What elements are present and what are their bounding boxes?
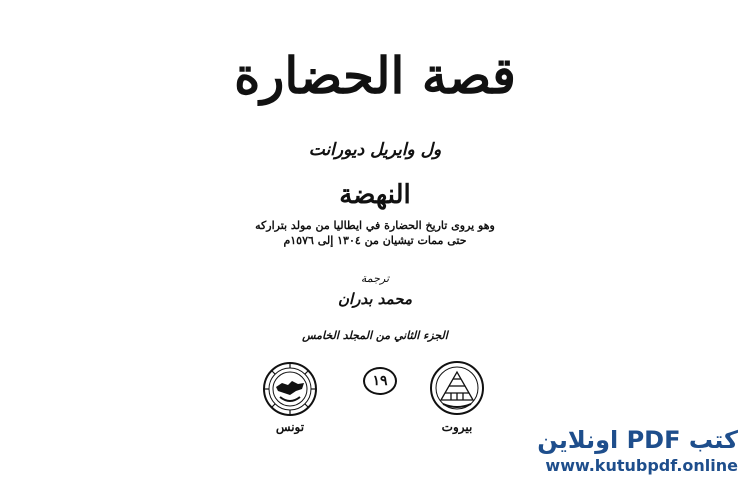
city-beirut: بيروت — [441, 420, 473, 434]
site-watermark[interactable] — [537, 426, 738, 475]
description-line-1: وهو يروى تاريخ الحضارة في ايطاليا من مولد بتراركه — [255, 219, 495, 232]
description-line-2: حتى ممات تيشيان من ١٣٠٤ إلى ١٥٧٦م — [283, 234, 467, 247]
watermark-url[interactable]: www.kutubpdf.online — [545, 456, 738, 475]
watermark-text[interactable]: كتب PDF اونلاين — [537, 426, 738, 454]
book-description — [0, 218, 750, 248]
author-name: ول وايريل ديورانت — [308, 140, 442, 160]
publisher-seal-right-icon — [429, 360, 485, 416]
city-tunis: تونس — [275, 420, 305, 434]
volume-number-badge: ١٩ — [363, 367, 397, 395]
translator-name: محمد بدران — [338, 290, 412, 308]
translated-by-label: ترجمة — [360, 272, 390, 285]
book-subtitle: النهضة — [339, 180, 411, 210]
volume-label: الجزء الثاني من المجلد الخامس — [302, 329, 448, 342]
book-title: قصة الحضارة — [234, 46, 516, 105]
publisher-seal-left-icon — [262, 361, 318, 417]
